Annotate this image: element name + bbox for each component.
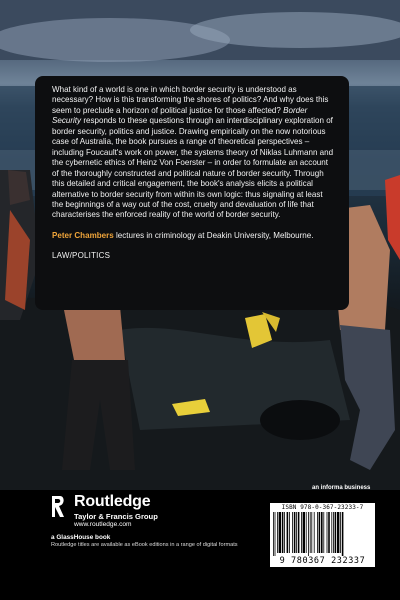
barcode-bar — [310, 512, 311, 553]
barcode-bar — [275, 512, 276, 556]
barcode-bar — [319, 512, 321, 553]
book-title-italic: Border Security — [52, 105, 308, 126]
barcode-bar — [340, 512, 341, 553]
publisher-name: Routledge — [74, 493, 151, 510]
barcode-bar — [333, 512, 334, 553]
barcode-bar — [289, 512, 290, 553]
publisher-url: www.routledge.com — [74, 521, 132, 528]
barcode-bar — [311, 512, 312, 553]
imprint-label: a GlassHouse book — [51, 534, 111, 541]
barcode-bar — [314, 512, 315, 553]
barcode-bar — [335, 512, 337, 553]
barcode-bar — [331, 512, 332, 553]
barcode-bar — [328, 512, 330, 553]
book-description — [52, 85, 335, 221]
barcode-bar — [327, 512, 328, 553]
barcode-bar — [303, 512, 305, 553]
barcode-bar — [287, 512, 289, 553]
barcode-bars — [273, 512, 372, 556]
barcode-bar — [296, 512, 297, 553]
barcode-bar — [277, 512, 278, 553]
barcode-bar — [273, 512, 274, 556]
description-panel — [35, 76, 349, 310]
barcode-bar — [298, 512, 300, 553]
publisher-footer — [0, 485, 400, 600]
subject-category: LAW/POLITICS — [52, 251, 111, 261]
barcode-digits: 9 780367 232337 — [279, 556, 366, 566]
routledge-logo-icon — [50, 495, 66, 518]
ebook-note: Routledge titles are available as eBook editions in a range of digital formats — [51, 542, 238, 548]
barcode-bar — [306, 512, 307, 553]
barcode-bar — [282, 512, 284, 553]
author-bio — [52, 231, 335, 241]
blurb-intro: What kind of a world is one in which border security is understood as necessary? How is this transforming the shores of politics? And why does this seem to preclude a horizon of political justice for those affected? — [52, 85, 329, 115]
author-bio-text: lectures in criminology at Deakin University, Melbourne. — [113, 230, 314, 240]
publisher-group: Taylor & Francis Group — [74, 512, 158, 521]
isbn-barcode — [270, 503, 375, 567]
barcode-bar — [292, 512, 293, 553]
author-name: Peter Chambers — [52, 230, 114, 240]
barcode-bar — [321, 512, 323, 553]
blurb-body: responds to these questions through an interdisciplinary exploration of border security, politics and justice. Drawing empirically on the now notorious case of Australia, the book pursues a range of theoretical perspectives – including Foucault's work on power, the systems theory of Niklas Luhmann and the cybernetic ethics of Heinz Von Foerster – in order to formulate an account of the thoroughly constructed and political nature of border security. Through this detailed and critical engagement, the book's analysis elicits a political alternative to border security from within its own logic: thus signaling at least the beginnings of a way out of the cost, cruelty and devaluation of life that characterises the enforced reality of the world of border security. — [52, 116, 334, 220]
barcode-bar — [337, 512, 339, 553]
barcode-bar — [301, 512, 302, 553]
parent-company-label: an informa business — [312, 485, 371, 491]
barcode-bar — [323, 512, 324, 553]
barcode-bar — [308, 512, 309, 556]
barcode-bar — [342, 512, 344, 556]
isbn-label: ISBN 978-0-367-23233-7 — [281, 504, 364, 511]
barcode-bar — [284, 512, 285, 553]
barcode-bar — [279, 512, 281, 553]
barcode-bar — [317, 512, 318, 553]
barcode-bar — [294, 512, 296, 553]
